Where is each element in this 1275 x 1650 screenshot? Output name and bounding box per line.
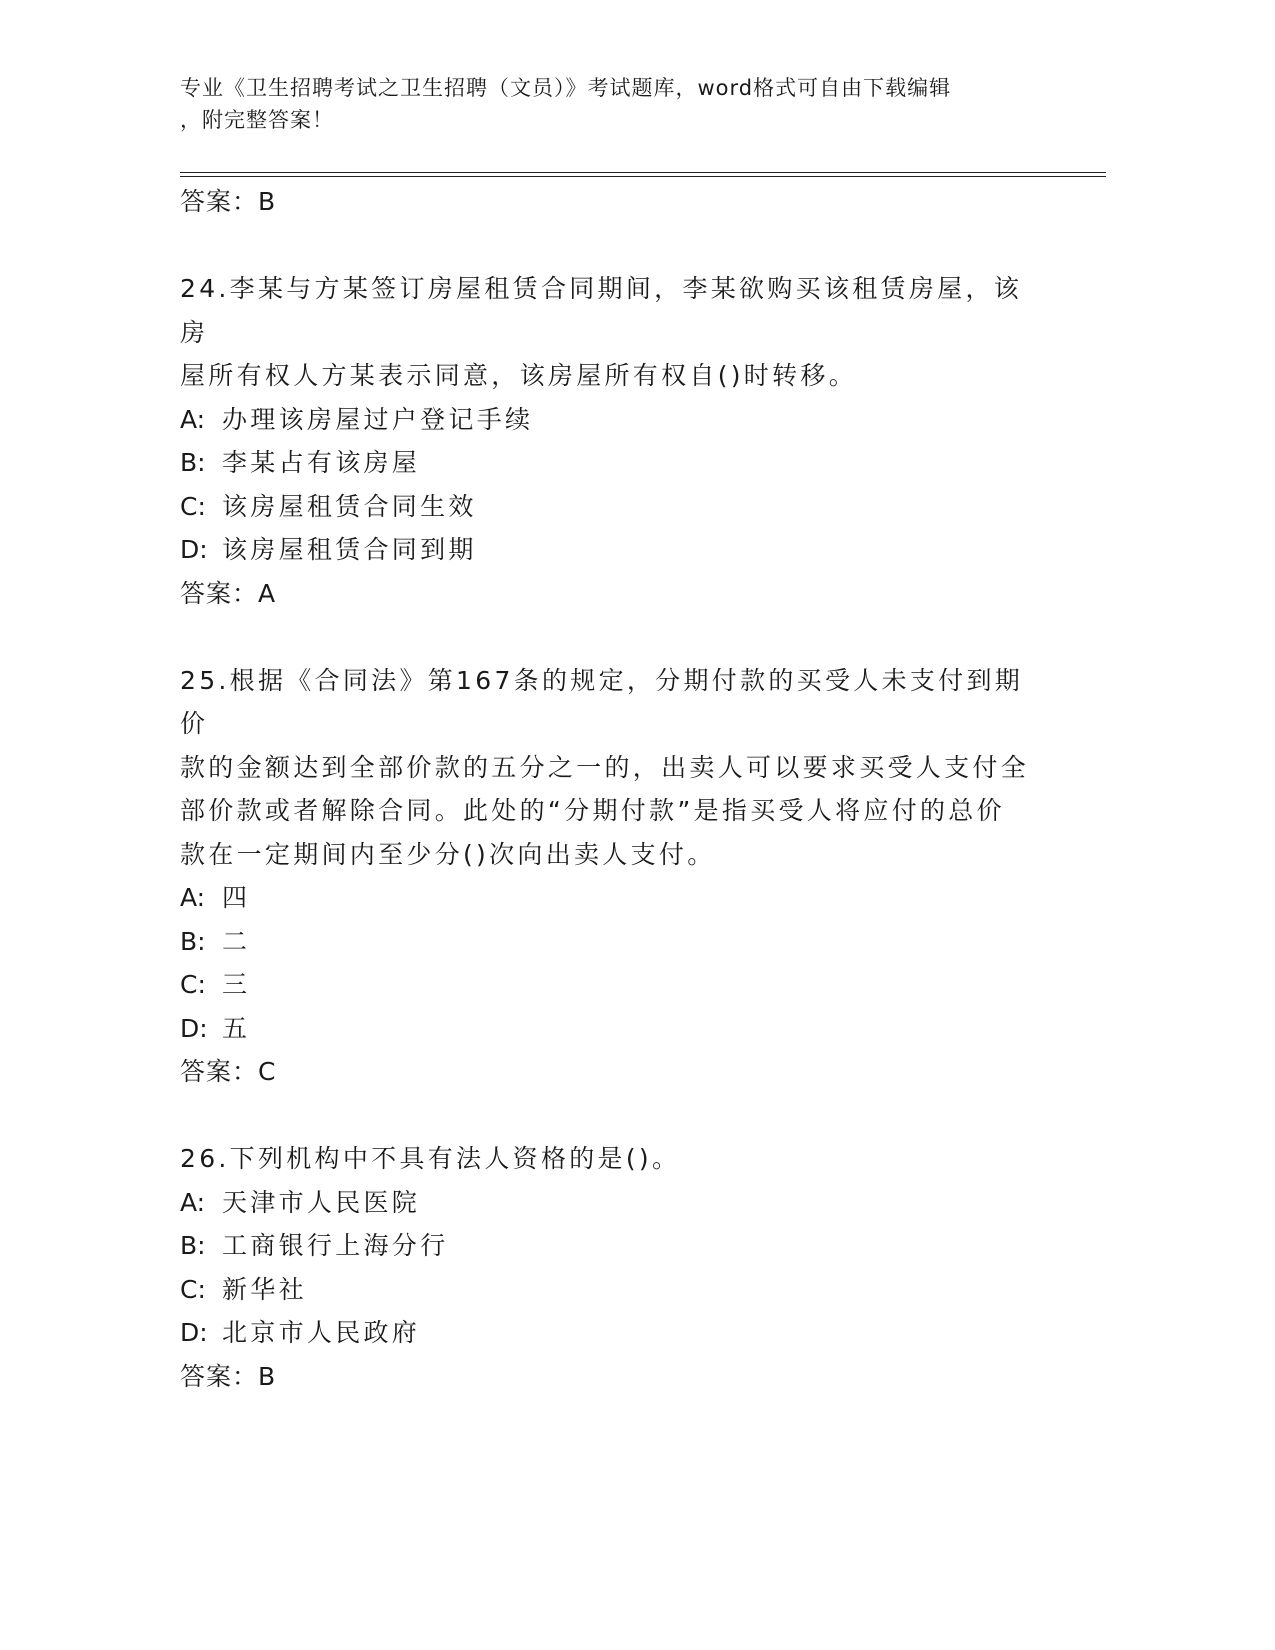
option-key: C: [180, 491, 206, 521]
option-key: A: [180, 404, 206, 434]
question-text: 24.李某与方某签订房屋租赁合同期间，李某欲购买该租赁房屋，该房 [180, 274, 1023, 347]
option-key: B: [180, 448, 206, 477]
option-text: 天津市人民医院 [222, 1187, 421, 1217]
option-key: B: [180, 1231, 206, 1260]
option-key: D: [180, 1013, 208, 1043]
option-a [180, 1181, 1040, 1225]
option-key: A: [180, 1187, 206, 1217]
option-text: 新华社 [222, 1274, 307, 1304]
question-26 [180, 1137, 1040, 1399]
answer-label: 答案： [180, 1361, 259, 1391]
option-text: 该房屋租赁合同到期 [222, 535, 477, 564]
question-25 [180, 659, 1040, 1095]
answer-value: B [258, 1361, 278, 1391]
option-key: B: [180, 926, 206, 956]
option-b [180, 1224, 1040, 1268]
answer-label: 答案： [180, 1057, 259, 1086]
answer-value: C [258, 1057, 278, 1086]
answer-line [180, 180, 1040, 224]
option-text: 北京市人民政府 [222, 1318, 421, 1347]
answer-label: 答案： [180, 187, 259, 216]
answer-line [180, 572, 1040, 616]
header-rule-top [180, 172, 1106, 173]
option-d [180, 528, 1040, 572]
document-header [180, 72, 1040, 136]
option-text: 工商银行上海分行 [222, 1231, 449, 1260]
option-c [180, 1268, 1040, 1312]
option-key: C: [180, 1274, 206, 1304]
option-b [180, 441, 1040, 485]
header-line-1: 专业《卫生招聘考试之卫生招聘（文员）》考试题库，word格式可自由下载编辑 [180, 76, 952, 100]
answer-line [180, 1050, 1040, 1094]
question-text: 26.下列机构中不具有法人资格的是()。 [180, 1144, 681, 1173]
answer-line [180, 1355, 1040, 1399]
option-text: 二 [222, 926, 251, 956]
question-text: 25.根据《合同法》第167条的规定，分期付款的买受人未支付到期价 [180, 665, 1024, 738]
header-rule-bottom [180, 176, 1106, 177]
option-c [180, 963, 1040, 1007]
option-a [180, 398, 1040, 442]
question-text: 屋所有权人方某表示同意，该房屋所有权自()时转移。 [180, 361, 858, 390]
question-list [180, 180, 1040, 1399]
option-d [180, 1007, 1040, 1051]
question-text: 款的金额达到全部价款的五分之一的，出卖人可以要求买受人支付全 [180, 752, 1030, 782]
option-a [180, 876, 1040, 920]
header-line-2: ，附完整答案！ [180, 108, 334, 132]
option-key: D: [180, 1318, 208, 1347]
option-text: 三 [222, 970, 251, 999]
option-text: 四 [222, 883, 251, 912]
option-key: A: [180, 883, 206, 912]
question-text: 款在一定期间内至少分()次向出卖人支付。 [180, 839, 716, 869]
answer-value: B [258, 187, 278, 216]
option-text: 办理该房屋过户登记手续 [222, 404, 534, 434]
option-c [180, 485, 1040, 529]
option-key: D: [180, 535, 208, 564]
option-key: C: [180, 970, 206, 999]
option-d [180, 1311, 1040, 1355]
answer-label: 答案： [180, 578, 259, 608]
question-text: 部价款或者解除合同。此处的“分期付款”是指买受人将应付的总价 [180, 796, 1005, 825]
option-text: 五 [222, 1013, 251, 1043]
option-text: 李某占有该房屋 [222, 448, 421, 477]
option-text: 该房屋租赁合同生效 [222, 491, 477, 521]
option-b [180, 920, 1040, 964]
question-24 [180, 267, 1040, 616]
answer-value: A [258, 578, 278, 608]
